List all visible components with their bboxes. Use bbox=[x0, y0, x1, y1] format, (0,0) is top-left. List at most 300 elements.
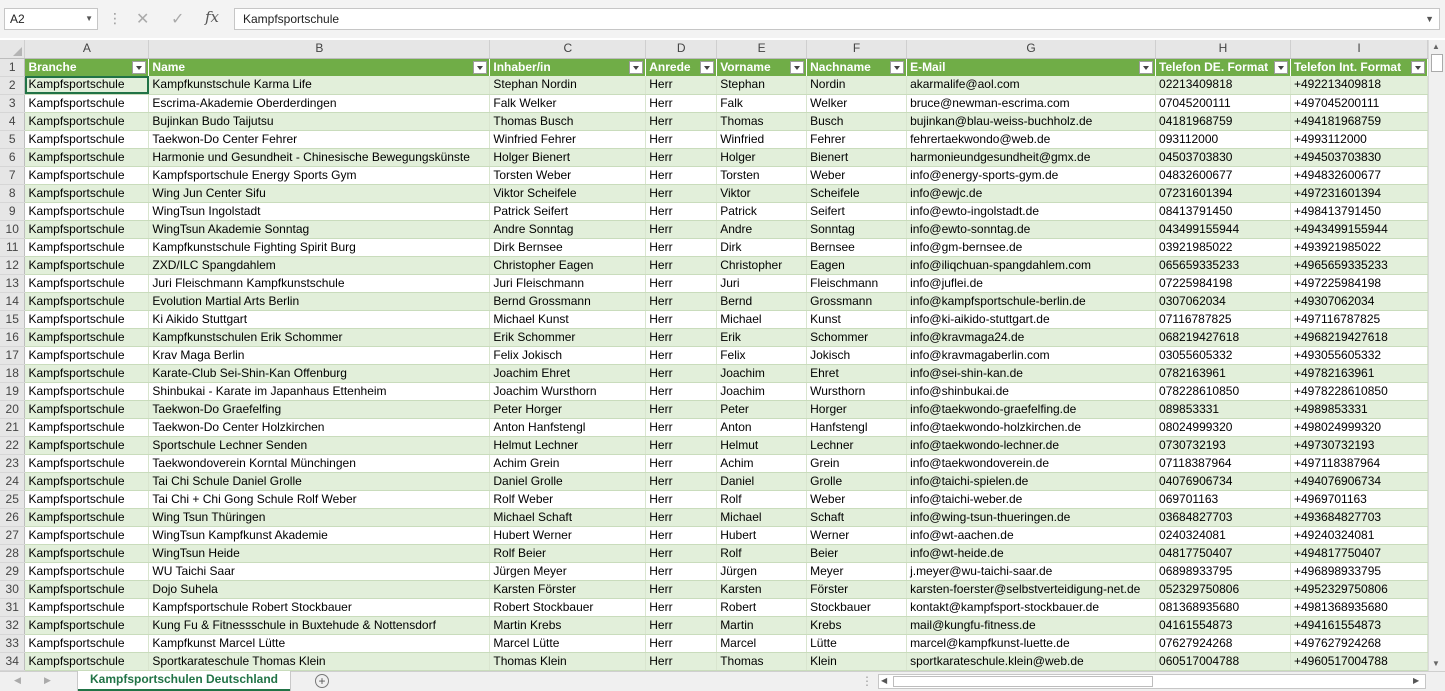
column-header-i[interactable]: I bbox=[1290, 40, 1427, 58]
table-cell[interactable]: +494161554873 bbox=[1290, 616, 1427, 634]
table-cell[interactable]: 0307062034 bbox=[1156, 292, 1291, 310]
table-cell[interactable]: Herr bbox=[646, 202, 717, 220]
table-cell[interactable]: Bernsee bbox=[807, 238, 907, 256]
table-cell[interactable]: Karsten bbox=[717, 580, 807, 598]
enter-icon[interactable]: ✓ bbox=[171, 11, 185, 28]
table-cell[interactable]: Wing Jun Center Sifu bbox=[149, 184, 490, 202]
table-cell[interactable]: +4960517004788 bbox=[1290, 652, 1427, 670]
table-cell[interactable]: info@ki-aikido-stuttgart.de bbox=[907, 310, 1156, 328]
table-cell[interactable]: Stockbauer bbox=[807, 598, 907, 616]
table-cell[interactable]: +497045200111 bbox=[1290, 94, 1427, 112]
sheet-tab-active[interactable]: Kampfsportschulen Deutschland bbox=[78, 671, 290, 691]
table-cell[interactable]: info@taekwondoverein.de bbox=[907, 454, 1156, 472]
table-cell[interactable]: 043499155944 bbox=[1156, 220, 1291, 238]
header-cell-telefon-int[interactable] bbox=[1290, 58, 1427, 76]
table-cell[interactable]: Kampfsportschule Energy Sports Gym bbox=[149, 166, 490, 184]
table-cell[interactable]: 052329750806 bbox=[1156, 580, 1291, 598]
table-cell[interactable]: Bernd bbox=[717, 292, 807, 310]
table-cell[interactable]: Taekwondoverein Korntal Münchingen bbox=[149, 454, 490, 472]
table-cell[interactable]: Daniel Grolle bbox=[490, 472, 646, 490]
table-cell[interactable]: Helmut Lechner bbox=[490, 436, 646, 454]
table-cell[interactable]: Peter bbox=[717, 400, 807, 418]
row-number[interactable]: 19 bbox=[0, 382, 25, 400]
table-cell[interactable]: Schommer bbox=[807, 328, 907, 346]
table-cell[interactable]: Herr bbox=[646, 436, 717, 454]
table-cell[interactable]: Falk Welker bbox=[490, 94, 646, 112]
table-cell[interactable]: Christopher Eagen bbox=[490, 256, 646, 274]
table-cell[interactable]: info@wt-aachen.de bbox=[907, 526, 1156, 544]
table-cell[interactable]: info@ewjc.de bbox=[907, 184, 1156, 202]
table-cell[interactable]: Kampfsportschule bbox=[25, 274, 149, 292]
table-cell[interactable]: Patrick Seifert bbox=[490, 202, 646, 220]
table-cell[interactable]: Karsten Förster bbox=[490, 580, 646, 598]
table-cell[interactable]: info@ewto-ingolstadt.de bbox=[907, 202, 1156, 220]
table-cell[interactable]: Juri Fleischmann bbox=[490, 274, 646, 292]
table-cell[interactable]: Hubert bbox=[717, 526, 807, 544]
table-cell[interactable]: Kampfsportschule bbox=[25, 562, 149, 580]
filter-dropdown-icon[interactable] bbox=[629, 61, 643, 74]
row-number[interactable]: 31 bbox=[0, 598, 25, 616]
table-cell[interactable]: info@sei-shin-kan.de bbox=[907, 364, 1156, 382]
table-cell[interactable]: karsten-foerster@selbstverteidigung-net.de bbox=[907, 580, 1156, 598]
table-cell[interactable]: Harmonie und Gesundheit - Chinesische Bewegungskünste bbox=[149, 148, 490, 166]
table-cell[interactable]: 02213409818 bbox=[1156, 76, 1291, 94]
row-number[interactable]: 1 bbox=[0, 58, 25, 76]
table-cell[interactable]: +4943499155944 bbox=[1290, 220, 1427, 238]
row-number[interactable]: 26 bbox=[0, 508, 25, 526]
table-cell[interactable]: +49730732193 bbox=[1290, 436, 1427, 454]
table-cell[interactable]: Erik bbox=[717, 328, 807, 346]
table-cell[interactable]: Herr bbox=[646, 184, 717, 202]
table-cell[interactable]: 07231601394 bbox=[1156, 184, 1291, 202]
table-cell[interactable]: Kampfsportschule bbox=[25, 508, 149, 526]
table-cell[interactable]: Herr bbox=[646, 148, 717, 166]
table-cell[interactable]: Herr bbox=[646, 328, 717, 346]
column-header-a[interactable]: A bbox=[25, 40, 149, 58]
table-cell[interactable]: Herr bbox=[646, 76, 717, 94]
table-cell[interactable]: Herr bbox=[646, 166, 717, 184]
row-number[interactable]: 9 bbox=[0, 202, 25, 220]
table-cell[interactable]: 07116787825 bbox=[1156, 310, 1291, 328]
table-cell[interactable]: Joachim Ehret bbox=[490, 364, 646, 382]
table-cell[interactable]: info@taekwondo-graefelfing.de bbox=[907, 400, 1156, 418]
table-cell[interactable]: Jürgen Meyer bbox=[490, 562, 646, 580]
table-cell[interactable]: info@kampfsportschule-berlin.de bbox=[907, 292, 1156, 310]
table-cell[interactable]: Anton Hanfstengl bbox=[490, 418, 646, 436]
table-cell[interactable]: Herr bbox=[646, 508, 717, 526]
table-cell[interactable]: Welker bbox=[807, 94, 907, 112]
table-cell[interactable]: info@juflei.de bbox=[907, 274, 1156, 292]
table-cell[interactable]: Herr bbox=[646, 256, 717, 274]
table-cell[interactable]: Thomas bbox=[717, 112, 807, 130]
table-cell[interactable]: Peter Horger bbox=[490, 400, 646, 418]
table-cell[interactable]: Rolf bbox=[717, 544, 807, 562]
table-cell[interactable]: +4989853331 bbox=[1290, 400, 1427, 418]
table-cell[interactable]: Dirk bbox=[717, 238, 807, 256]
table-cell[interactable]: info@taekwondo-lechner.de bbox=[907, 436, 1156, 454]
row-number[interactable]: 34 bbox=[0, 652, 25, 670]
table-cell[interactable]: Herr bbox=[646, 616, 717, 634]
table-cell[interactable]: 089853331 bbox=[1156, 400, 1291, 418]
more-options-icon[interactable]: ⋮ bbox=[108, 10, 122, 26]
table-cell[interactable]: sportkarateschule.klein@web.de bbox=[907, 652, 1156, 670]
table-cell[interactable]: WingTsun Heide bbox=[149, 544, 490, 562]
table-cell[interactable]: harmonieundgesundheit@gmx.de bbox=[907, 148, 1156, 166]
table-cell[interactable]: Stephan Nordin bbox=[490, 76, 646, 94]
table-cell[interactable]: Anton bbox=[717, 418, 807, 436]
table-cell[interactable]: 07225984198 bbox=[1156, 274, 1291, 292]
table-cell[interactable]: Herr bbox=[646, 472, 717, 490]
table-cell[interactable]: Herr bbox=[646, 598, 717, 616]
table-cell[interactable]: info@gm-bernsee.de bbox=[907, 238, 1156, 256]
select-all-button[interactable] bbox=[0, 40, 25, 58]
table-cell[interactable]: Ehret bbox=[807, 364, 907, 382]
table-cell[interactable]: Thomas Busch bbox=[490, 112, 646, 130]
header-cell-anrede[interactable] bbox=[646, 58, 717, 76]
scroll-down-icon[interactable]: ▼ bbox=[1432, 659, 1440, 668]
table-cell[interactable]: WingTsun Kampfkunst Akademie bbox=[149, 526, 490, 544]
table-cell[interactable]: info@energy-sports-gym.de bbox=[907, 166, 1156, 184]
table-cell[interactable]: 0240324081 bbox=[1156, 526, 1291, 544]
add-sheet-button[interactable]: + bbox=[315, 674, 329, 688]
row-number[interactable]: 6 bbox=[0, 148, 25, 166]
table-cell[interactable]: Torsten Weber bbox=[490, 166, 646, 184]
table-cell[interactable]: Schaft bbox=[807, 508, 907, 526]
table-cell[interactable]: Taekwon-Do Center Holzkirchen bbox=[149, 418, 490, 436]
table-cell[interactable]: Stephan bbox=[717, 76, 807, 94]
row-number[interactable]: 10 bbox=[0, 220, 25, 238]
table-cell[interactable]: Achim bbox=[717, 454, 807, 472]
table-cell[interactable]: Ki Aikido Stuttgart bbox=[149, 310, 490, 328]
table-cell[interactable]: Kampfsportschule bbox=[25, 616, 149, 634]
table-cell[interactable]: Joachim bbox=[717, 382, 807, 400]
filter-dropdown-icon[interactable] bbox=[790, 61, 804, 74]
table-cell[interactable]: ZXD/ILC Spangdahlem bbox=[149, 256, 490, 274]
table-cell[interactable]: Herr bbox=[646, 418, 717, 436]
table-cell[interactable]: Herr bbox=[646, 130, 717, 148]
row-number[interactable]: 5 bbox=[0, 130, 25, 148]
table-cell[interactable]: Rolf Weber bbox=[490, 490, 646, 508]
horizontal-scroll-thumb[interactable] bbox=[893, 676, 1153, 687]
table-cell[interactable]: Jürgen bbox=[717, 562, 807, 580]
scroll-left-icon[interactable]: ◀ bbox=[881, 676, 888, 685]
table-cell[interactable]: Kampfsportschule bbox=[25, 292, 149, 310]
table-cell[interactable]: Kampfsportschule bbox=[25, 652, 149, 670]
chevron-down-icon[interactable]: ▼ bbox=[1425, 14, 1434, 24]
table-cell[interactable]: +492213409818 bbox=[1290, 76, 1427, 94]
table-cell[interactable]: Sportkarateschule Thomas Klein bbox=[149, 652, 490, 670]
table-cell[interactable]: Kampfsportschule bbox=[25, 436, 149, 454]
table-cell[interactable]: +493055605332 bbox=[1290, 346, 1427, 364]
table-cell[interactable]: Michael bbox=[717, 310, 807, 328]
table-cell[interactable]: Sportschule Lechner Senden bbox=[149, 436, 490, 454]
table-cell[interactable]: Herr bbox=[646, 274, 717, 292]
table-cell[interactable]: +494817750407 bbox=[1290, 544, 1427, 562]
table-cell[interactable]: marcel@kampfkunst-luette.de bbox=[907, 634, 1156, 652]
table-cell[interactable]: Kampfsportschule bbox=[25, 418, 149, 436]
table-cell[interactable]: Wing Tsun Thüringen bbox=[149, 508, 490, 526]
row-number[interactable]: 23 bbox=[0, 454, 25, 472]
table-cell[interactable]: +497627924268 bbox=[1290, 634, 1427, 652]
table-cell[interactable]: Martin Krebs bbox=[490, 616, 646, 634]
table-cell[interactable]: Kampfsportschule bbox=[25, 256, 149, 274]
table-cell[interactable]: 081368935680 bbox=[1156, 598, 1291, 616]
table-cell[interactable]: Eagen bbox=[807, 256, 907, 274]
table-cell[interactable]: +497231601394 bbox=[1290, 184, 1427, 202]
table-cell[interactable]: Weber bbox=[807, 166, 907, 184]
table-cell[interactable]: mail@kungfu-fitness.de bbox=[907, 616, 1156, 634]
header-cell-email[interactable] bbox=[907, 58, 1156, 76]
row-number[interactable]: 14 bbox=[0, 292, 25, 310]
table-cell[interactable]: +49307062034 bbox=[1290, 292, 1427, 310]
column-header-f[interactable]: F bbox=[807, 40, 907, 58]
table-cell[interactable]: Felix Jokisch bbox=[490, 346, 646, 364]
table-cell[interactable]: Kampfkunstschule Fighting Spirit Burg bbox=[149, 238, 490, 256]
row-number[interactable]: 13 bbox=[0, 274, 25, 292]
table-cell[interactable]: Sonntag bbox=[807, 220, 907, 238]
row-number[interactable]: 11 bbox=[0, 238, 25, 256]
row-number[interactable]: 7 bbox=[0, 166, 25, 184]
table-cell[interactable]: Kampfsportschule bbox=[25, 238, 149, 256]
table-cell[interactable]: Escrima-Akademie Oberderdingen bbox=[149, 94, 490, 112]
cancel-icon[interactable]: ✕ bbox=[136, 11, 150, 28]
table-cell[interactable]: 03684827703 bbox=[1156, 508, 1291, 526]
table-cell[interactable]: info@wt-heide.de bbox=[907, 544, 1156, 562]
table-cell[interactable]: 093112000 bbox=[1156, 130, 1291, 148]
table-cell[interactable]: fehrertaekwondo@web.de bbox=[907, 130, 1156, 148]
table-cell[interactable]: Helmut bbox=[717, 436, 807, 454]
table-cell[interactable]: Herr bbox=[646, 562, 717, 580]
row-number[interactable]: 18 bbox=[0, 364, 25, 382]
table-cell[interactable]: Kampfsportschule bbox=[25, 472, 149, 490]
vertical-scrollbar[interactable] bbox=[1428, 40, 1445, 671]
table-cell[interactable]: Busch bbox=[807, 112, 907, 130]
table-cell[interactable]: +496898933795 bbox=[1290, 562, 1427, 580]
table-cell[interactable]: Herr bbox=[646, 652, 717, 670]
table-cell[interactable]: WU Taichi Saar bbox=[149, 562, 490, 580]
row-number[interactable]: 17 bbox=[0, 346, 25, 364]
table-cell[interactable]: Fehrer bbox=[807, 130, 907, 148]
table-cell[interactable]: WingTsun Ingolstadt bbox=[149, 202, 490, 220]
table-cell[interactable]: Herr bbox=[646, 580, 717, 598]
table-cell[interactable]: +4981368935680 bbox=[1290, 598, 1427, 616]
table-cell[interactable]: Herr bbox=[646, 112, 717, 130]
table-cell[interactable]: Fleischmann bbox=[807, 274, 907, 292]
table-cell[interactable]: j.meyer@wu-taichi-saar.de bbox=[907, 562, 1156, 580]
table-cell[interactable]: Robert Stockbauer bbox=[490, 598, 646, 616]
table-cell[interactable]: Kampfsportschule bbox=[25, 94, 149, 112]
table-cell[interactable]: 068219427618 bbox=[1156, 328, 1291, 346]
table-cell[interactable]: Michael Schaft bbox=[490, 508, 646, 526]
table-cell[interactable]: Kampfsportschule bbox=[25, 490, 149, 508]
table-cell[interactable]: Taekwon-Do Center Fehrer bbox=[149, 130, 490, 148]
table-cell[interactable]: info@taichi-spielen.de bbox=[907, 472, 1156, 490]
table-cell[interactable]: Taekwon-Do Graefelfing bbox=[149, 400, 490, 418]
table-cell[interactable]: Tai Chi + Chi Gong Schule Rolf Weber bbox=[149, 490, 490, 508]
table-cell[interactable]: Shinbukai - Karate im Japanhaus Ettenheim bbox=[149, 382, 490, 400]
table-cell[interactable]: Christopher bbox=[717, 256, 807, 274]
table-cell[interactable]: Jokisch bbox=[807, 346, 907, 364]
table-cell[interactable]: Viktor bbox=[717, 184, 807, 202]
table-cell[interactable]: Herr bbox=[646, 310, 717, 328]
table-cell[interactable]: Thomas Klein bbox=[490, 652, 646, 670]
table-cell[interactable]: Bernd Grossmann bbox=[490, 292, 646, 310]
table-cell[interactable]: +49782163961 bbox=[1290, 364, 1427, 382]
table-cell[interactable]: Herr bbox=[646, 526, 717, 544]
table-cell[interactable]: +494076906734 bbox=[1290, 472, 1427, 490]
table-cell[interactable]: info@ewto-sonntag.de bbox=[907, 220, 1156, 238]
table-cell[interactable]: +4968219427618 bbox=[1290, 328, 1427, 346]
table-cell[interactable]: bruce@newman-escrima.com bbox=[907, 94, 1156, 112]
table-cell[interactable]: +497225984198 bbox=[1290, 274, 1427, 292]
table-cell[interactable]: Rolf bbox=[717, 490, 807, 508]
table-cell[interactable]: +4952329750806 bbox=[1290, 580, 1427, 598]
table-cell[interactable]: Meyer bbox=[807, 562, 907, 580]
table-cell[interactable]: Kampfsportschule bbox=[25, 130, 149, 148]
table-cell[interactable]: 065659335233 bbox=[1156, 256, 1291, 274]
row-number[interactable]: 28 bbox=[0, 544, 25, 562]
table-cell[interactable]: Kampfsportschule bbox=[25, 364, 149, 382]
table-cell[interactable]: Nordin bbox=[807, 76, 907, 94]
formula-input[interactable] bbox=[234, 8, 1440, 30]
previous-sheet-icon[interactable]: ◀ bbox=[14, 675, 21, 685]
column-header-e[interactable]: E bbox=[717, 40, 807, 58]
table-cell[interactable]: Kampfsportschule Robert Stockbauer bbox=[149, 598, 490, 616]
table-cell[interactable]: +49240324081 bbox=[1290, 526, 1427, 544]
table-cell[interactable]: Kampfsportschule bbox=[25, 202, 149, 220]
table-cell[interactable]: Kampfsportschule bbox=[25, 634, 149, 652]
table-cell[interactable]: Kampfkunstschulen Erik Schommer bbox=[149, 328, 490, 346]
filter-dropdown-icon[interactable] bbox=[1411, 61, 1425, 74]
more-options-icon[interactable]: ⋮ bbox=[861, 674, 873, 688]
table-cell[interactable]: Marcel bbox=[717, 634, 807, 652]
row-number[interactable]: 27 bbox=[0, 526, 25, 544]
table-cell[interactable]: Herr bbox=[646, 490, 717, 508]
table-cell[interactable]: Kampfsportschule bbox=[25, 328, 149, 346]
table-cell[interactable]: 069701163 bbox=[1156, 490, 1291, 508]
table-cell[interactable]: info@shinbukai.de bbox=[907, 382, 1156, 400]
filter-dropdown-icon[interactable] bbox=[132, 61, 146, 74]
row-number[interactable]: 16 bbox=[0, 328, 25, 346]
table-cell[interactable]: Kunst bbox=[807, 310, 907, 328]
table-cell[interactable]: +4965659335233 bbox=[1290, 256, 1427, 274]
filter-dropdown-icon[interactable] bbox=[1274, 61, 1288, 74]
row-number[interactable]: 32 bbox=[0, 616, 25, 634]
table-cell[interactable]: +4969701163 bbox=[1290, 490, 1427, 508]
table-cell[interactable]: Robert bbox=[717, 598, 807, 616]
table-cell[interactable]: Patrick bbox=[717, 202, 807, 220]
row-number[interactable]: 3 bbox=[0, 94, 25, 112]
table-cell[interactable]: Andre Sonntag bbox=[490, 220, 646, 238]
table-cell[interactable]: Kampfsportschule bbox=[25, 76, 149, 94]
table-cell[interactable]: 060517004788 bbox=[1156, 652, 1291, 670]
table-cell[interactable]: +498024999320 bbox=[1290, 418, 1427, 436]
table-cell[interactable]: Achim Grein bbox=[490, 454, 646, 472]
table-cell[interactable]: 0782163961 bbox=[1156, 364, 1291, 382]
table-cell[interactable]: +493684827703 bbox=[1290, 508, 1427, 526]
table-cell[interactable]: Herr bbox=[646, 544, 717, 562]
table-cell[interactable]: info@kravmagaberlin.com bbox=[907, 346, 1156, 364]
table-cell[interactable]: Kampfsportschule bbox=[25, 346, 149, 364]
table-cell[interactable]: Erik Schommer bbox=[490, 328, 646, 346]
table-cell[interactable]: info@taichi-weber.de bbox=[907, 490, 1156, 508]
filter-dropdown-icon[interactable] bbox=[1139, 61, 1153, 74]
table-cell[interactable]: Kung Fu & Fitnessschule in Buxtehude & Nottensdorf bbox=[149, 616, 490, 634]
table-cell[interactable]: 04503703830 bbox=[1156, 148, 1291, 166]
table-cell[interactable]: Joachim bbox=[717, 364, 807, 382]
scroll-right-icon[interactable]: ▶ bbox=[1413, 676, 1420, 685]
table-cell[interactable]: +497116787825 bbox=[1290, 310, 1427, 328]
table-cell[interactable]: Grossmann bbox=[807, 292, 907, 310]
table-cell[interactable]: Lütte bbox=[807, 634, 907, 652]
table-cell[interactable]: Lechner bbox=[807, 436, 907, 454]
table-cell[interactable]: Rolf Beier bbox=[490, 544, 646, 562]
column-header-c[interactable]: C bbox=[490, 40, 646, 58]
table-cell[interactable]: Herr bbox=[646, 364, 717, 382]
table-cell[interactable]: 0730732193 bbox=[1156, 436, 1291, 454]
header-cell-nachname[interactable] bbox=[807, 58, 907, 76]
table-cell[interactable]: 07627924268 bbox=[1156, 634, 1291, 652]
table-cell[interactable]: Felix bbox=[717, 346, 807, 364]
table-cell[interactable]: Herr bbox=[646, 220, 717, 238]
table-cell[interactable]: Herr bbox=[646, 382, 717, 400]
table-cell[interactable]: Grein bbox=[807, 454, 907, 472]
table-cell[interactable]: +497118387964 bbox=[1290, 454, 1427, 472]
table-cell[interactable]: 04076906734 bbox=[1156, 472, 1291, 490]
table-cell[interactable]: Holger Bienert bbox=[490, 148, 646, 166]
filter-dropdown-icon[interactable] bbox=[473, 61, 487, 74]
row-number[interactable]: 29 bbox=[0, 562, 25, 580]
table-cell[interactable]: Werner bbox=[807, 526, 907, 544]
table-cell[interactable]: Kampfsportschule bbox=[25, 166, 149, 184]
vertical-scroll-thumb[interactable] bbox=[1431, 54, 1443, 72]
row-number[interactable]: 15 bbox=[0, 310, 25, 328]
row-number[interactable]: 20 bbox=[0, 400, 25, 418]
table-cell[interactable]: Beier bbox=[807, 544, 907, 562]
table-cell[interactable]: Kampfsportschule bbox=[25, 382, 149, 400]
table-cell[interactable]: Kampfsportschule bbox=[25, 310, 149, 328]
row-number[interactable]: 30 bbox=[0, 580, 25, 598]
header-cell-inhaber[interactable] bbox=[490, 58, 646, 76]
table-cell[interactable]: +493921985022 bbox=[1290, 238, 1427, 256]
table-cell[interactable]: kontakt@kampfsport-stockbauer.de bbox=[907, 598, 1156, 616]
column-header-d[interactable]: D bbox=[646, 40, 717, 58]
table-cell[interactable]: +498413791450 bbox=[1290, 202, 1427, 220]
table-cell[interactable]: Andre bbox=[717, 220, 807, 238]
table-cell[interactable]: info@kravmaga24.de bbox=[907, 328, 1156, 346]
table-cell[interactable]: +494832600677 bbox=[1290, 166, 1427, 184]
table-cell[interactable]: Herr bbox=[646, 238, 717, 256]
insert-function-icon[interactable]: fx bbox=[205, 8, 220, 26]
table-cell[interactable]: Dirk Bernsee bbox=[490, 238, 646, 256]
table-cell[interactable]: Herr bbox=[646, 454, 717, 472]
table-cell[interactable]: 04181968759 bbox=[1156, 112, 1291, 130]
header-cell-branche[interactable] bbox=[25, 58, 149, 76]
row-number[interactable]: 33 bbox=[0, 634, 25, 652]
horizontal-scrollbar[interactable] bbox=[878, 674, 1426, 689]
table-cell[interactable]: Seifert bbox=[807, 202, 907, 220]
table-cell[interactable]: 03055605332 bbox=[1156, 346, 1291, 364]
name-box[interactable] bbox=[4, 8, 98, 30]
table-cell[interactable]: Förster bbox=[807, 580, 907, 598]
table-cell[interactable]: Bienert bbox=[807, 148, 907, 166]
chevron-down-icon[interactable]: ▼ bbox=[85, 14, 93, 23]
table-cell[interactable]: Juri bbox=[717, 274, 807, 292]
table-cell[interactable]: 08413791450 bbox=[1156, 202, 1291, 220]
table-cell[interactable]: Kampfkunst Marcel Lütte bbox=[149, 634, 490, 652]
table-cell[interactable]: Joachim Wursthorn bbox=[490, 382, 646, 400]
table-cell[interactable]: Herr bbox=[646, 634, 717, 652]
